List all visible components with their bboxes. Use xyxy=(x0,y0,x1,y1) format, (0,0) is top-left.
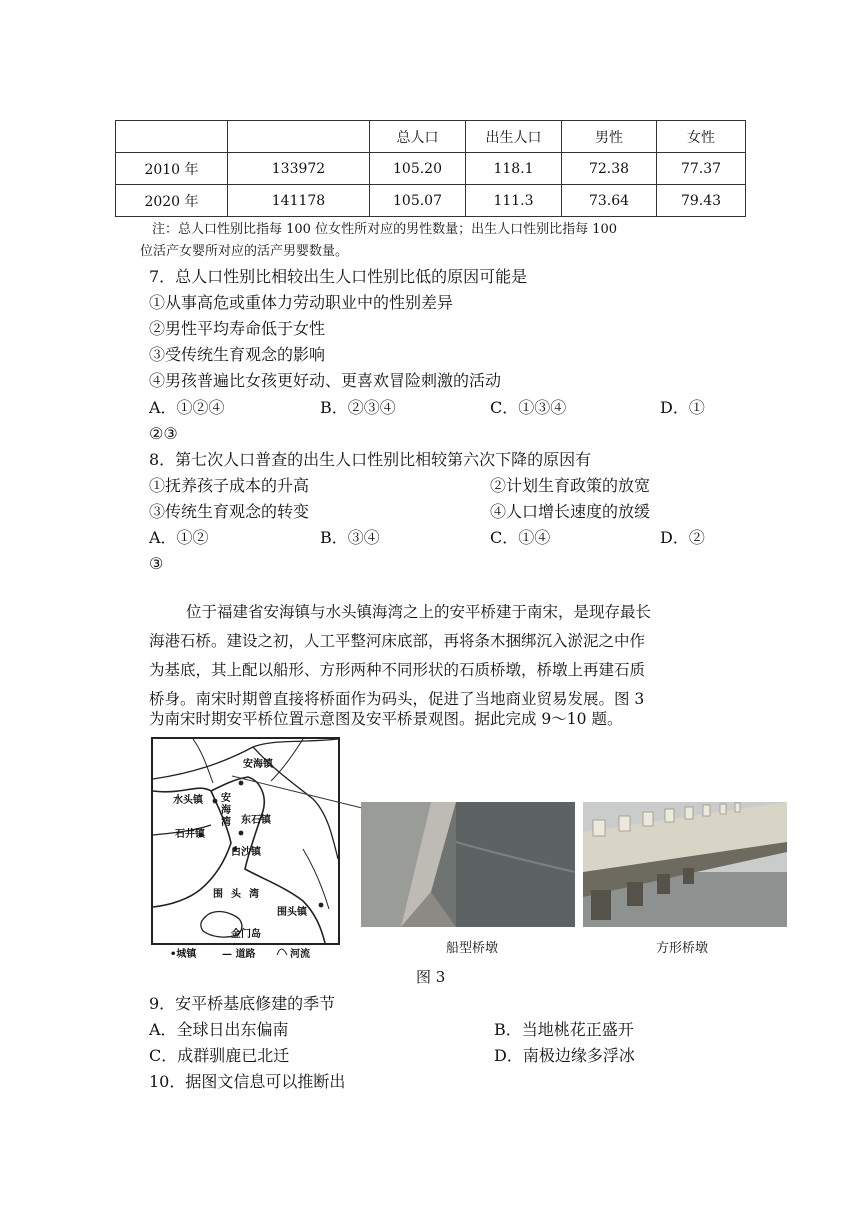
q8-option-b: B．③④ xyxy=(320,528,380,547)
q7-item: ①从事高危或重体力劳动职业中的性别差异 xyxy=(149,293,454,312)
table-header-cell: 总人口 xyxy=(370,121,466,153)
q9-stem: 9．安平桥基底修建的季节 xyxy=(149,994,336,1013)
q7-option-b: B．②③④ xyxy=(320,398,396,417)
q7-item: ③受传统生育观念的影响 xyxy=(149,345,326,364)
table-row xyxy=(116,153,746,185)
table-cell: 133972 xyxy=(228,153,370,185)
table-header-cell: 女性 xyxy=(657,121,746,153)
passage-line: 海港石桥。建设之初，人工平整河床底部，再将条木捆绑沉入淤泥之中作 xyxy=(149,632,646,650)
table-cell: 73.64 xyxy=(562,185,657,217)
table-row xyxy=(116,185,746,217)
q7-item: ④男孩普遍比女孩更好动、更喜欢冒险刺激的活动 xyxy=(149,371,502,390)
q9-option-b: B．当地桃花正盛开 xyxy=(494,1020,634,1039)
table-header-cell: 出生人口 xyxy=(466,121,562,153)
square-pier-photo xyxy=(583,802,787,927)
boat-pier-photo xyxy=(361,802,575,927)
map-label: 东石镇 xyxy=(241,815,271,826)
map-label: 石井镇 xyxy=(175,829,205,840)
table-cell: 118.1 xyxy=(466,153,562,185)
table-header-cell xyxy=(116,121,228,153)
q8-option-d: D．② xyxy=(660,528,705,547)
map-label: 围头湾 xyxy=(213,889,267,900)
table-cell: 111.3 xyxy=(466,185,562,217)
table-note-line1: 注：总人口性别比指每 100 位女性所对应的男性数量；出生人口性别比指每 100 xyxy=(152,222,618,237)
location-map xyxy=(151,737,340,945)
map-label: 白沙镇 xyxy=(231,847,261,858)
q7-item: ②男性平均寿命低于女性 xyxy=(149,319,326,338)
pointer-line xyxy=(228,770,364,810)
square-pier-image xyxy=(583,802,787,927)
passage-line: 为基底，其上配以船形、方形两种不同形状的石质桥墩，桥墩上再建石质 xyxy=(149,661,646,679)
table-note-line2: 位活产女婴所对应的活产男婴数量。 xyxy=(140,244,349,259)
figure-caption: 图 3 xyxy=(416,968,446,986)
table-cell: 105.20 xyxy=(370,153,466,185)
q7-option-d: D．① xyxy=(660,398,705,417)
passage-line: 为南宋时期安平桥位置示意图及安平桥景观图。据此完成 9～10 题。 xyxy=(149,710,623,728)
map-label: 围头镇 xyxy=(277,907,307,918)
table-cell: 141178 xyxy=(228,185,370,217)
q8-item: ②计划生育政策的放宽 xyxy=(490,476,651,495)
q7-stem: 7．总人口性别比相较出生人口性别比低的原因可能是 xyxy=(149,267,528,286)
caption-square-pier: 方形桥墩 xyxy=(656,941,709,956)
map-label: 水头镇 xyxy=(173,795,203,806)
legend-river: 河流 xyxy=(290,949,310,960)
q8-option-d-wrap: ③ xyxy=(149,554,164,573)
q8-option-c: C．①④ xyxy=(490,528,551,547)
map-label: 安海镇 xyxy=(243,759,273,770)
river-legend-icon xyxy=(276,945,288,957)
caption-boat-pier: 船型桥墩 xyxy=(446,941,499,956)
table-header-cell xyxy=(228,121,370,153)
table-header-row xyxy=(116,121,746,153)
legend-road: — 道路 xyxy=(222,949,256,960)
passage-line: 位于福建省安海镇与水头镇海湾之上的安平桥建于南宋，是现存最长 xyxy=(186,603,652,621)
legend-town: •城镇 xyxy=(170,949,197,960)
q7-option-c: C．①③④ xyxy=(490,398,567,417)
q9-option-c: C．成群驯鹿已北迁 xyxy=(149,1046,290,1065)
table-cell: 72.38 xyxy=(562,153,657,185)
q10-stem: 10．据图文信息可以推断出 xyxy=(149,1072,346,1091)
map-label: 安海湾 xyxy=(221,793,231,828)
table-cell: 2010 年 xyxy=(116,153,228,185)
table-cell: 77.37 xyxy=(657,153,746,185)
boat-pier-image xyxy=(361,802,575,927)
q8-stem: 8．第七次人口普查的出生人口性别比相较第六次下降的原因有 xyxy=(149,450,592,469)
table-cell: 2020 年 xyxy=(116,185,228,217)
q9-option-d: D．南极边缘多浮冰 xyxy=(494,1046,635,1065)
q8-item: ④人口增长速度的放缓 xyxy=(490,502,651,521)
population-table xyxy=(115,120,746,217)
q8-item: ③传统生育观念的转变 xyxy=(149,502,310,521)
q8-item: ①抚养孩子成本的升高 xyxy=(149,476,310,495)
table-cell: 105.07 xyxy=(370,185,466,217)
q9-option-a: A．全球日出东偏南 xyxy=(149,1020,289,1039)
passage-line: 桥身。南宋时期曾直接将桥面作为码头，促进了当地商业贸易发展。图 3 xyxy=(149,690,645,708)
table-header-cell: 男性 xyxy=(562,121,657,153)
q7-option-d-wrap: ②③ xyxy=(149,424,178,443)
table-cell: 79.43 xyxy=(657,185,746,217)
q8-option-a: A．①② xyxy=(149,528,209,547)
map-label: 金门岛 xyxy=(231,929,261,940)
q7-option-a: A．①②④ xyxy=(149,398,225,417)
